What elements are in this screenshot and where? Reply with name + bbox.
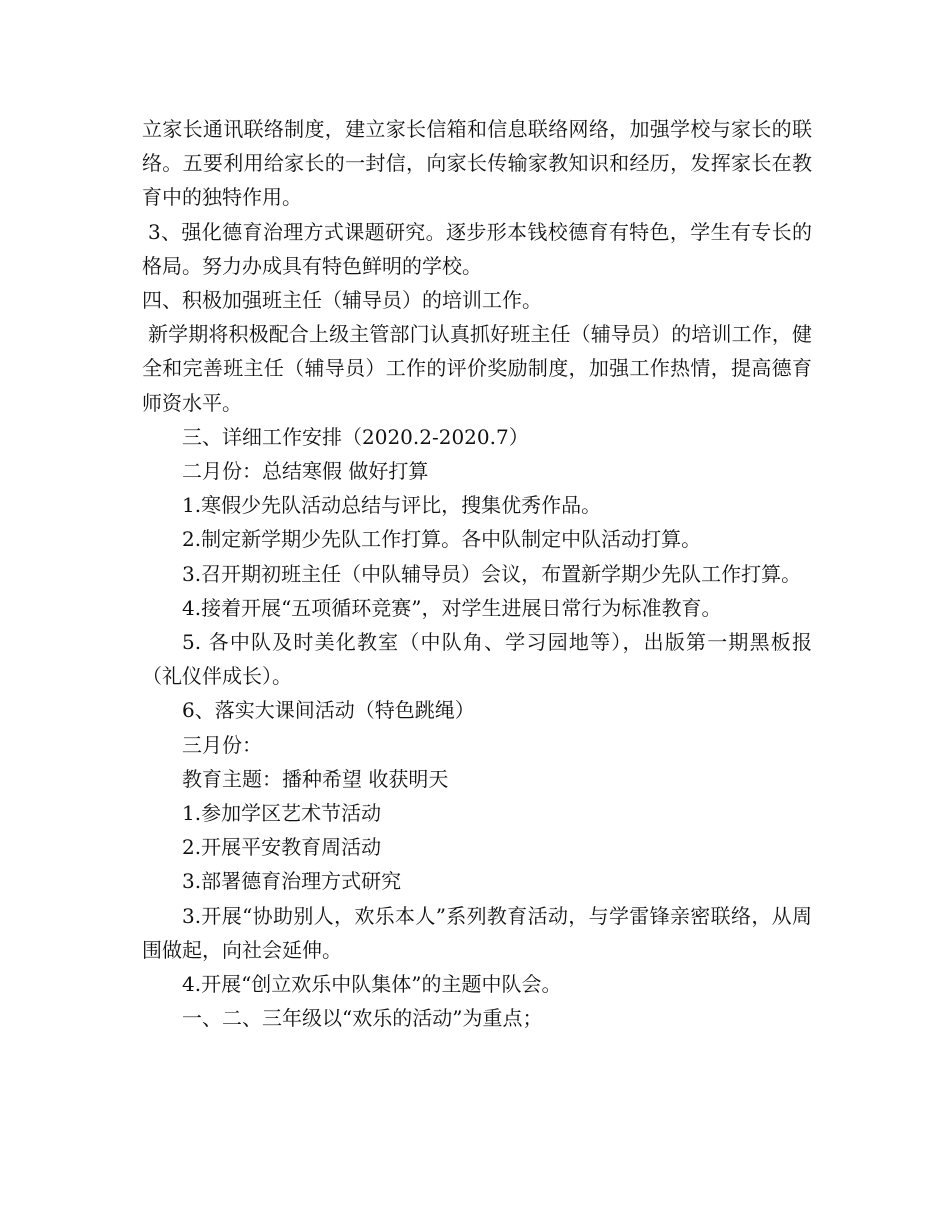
list-item-mar-3b: 3.开展“协助别人，欢乐本人”系列教育活动，与学雷锋亲密联络，从周围做起，向社会延伸。 <box>142 903 812 962</box>
list-item-mar-1: 1.参加学区艺术节活动 <box>182 801 382 826</box>
paragraph-teacher-training: 新学期将积极配合上级主管部门认真抓好班主任（辅导员）的培训工作，健全和完善班主任（辅导员）工作的评价奖励制度，加强工作热情，提高德育师资水平。 <box>142 322 812 415</box>
list-item-feb-3: 3.召开期初班主任（中队辅导员）会议，布置新学期少先队工作打算。 <box>182 561 802 586</box>
heading-february: 二月份：总结寒假 做好打算 <box>182 459 429 484</box>
list-item-mar-2: 2.开展平安教育周活动 <box>182 835 382 860</box>
paragraph-moral-research: 3、强化德育治理方式课题研究。逐步形本钱校德育有特色，学生有专长的格局。努力办成具有特色鲜明的学校。 <box>142 219 812 278</box>
heading-work-schedule: 三、详细工作安排（2020.2-2020.7） <box>182 424 529 449</box>
paragraph-parent-contact: 立家长通讯联络制度，建立家长信箱和信息联络网络，加强学校与家长的联络。五要利用给家长的一封信，向家长传输家教知识和经历，发挥家长在教育中的独特作用。 <box>142 117 812 210</box>
list-item-feb-6: 6、落实大课间活动（特色跳绳） <box>182 698 475 723</box>
march-theme: 教育主题：播种希望 收获明天 <box>182 766 449 791</box>
list-item-feb-5: 5. 各中队及时美化教室（中队角、学习园地等），出版第一期黑板报（礼仪伴成长）。 <box>142 630 812 689</box>
list-item-mar-4: 4.开展“创立欢乐中队集体”的主题中队会。 <box>182 972 562 997</box>
heading-march: 三月份： <box>182 732 262 757</box>
list-item-mar-3a: 3.部署德育治理方式研究 <box>182 869 402 894</box>
body-text <box>142 112 812 1035</box>
list-item-feb-4: 4.接着开展“五项循环竞赛”，对学生进展日常行为标准教育。 <box>182 595 722 620</box>
list-item-grades: 一、二、三年级以“欢乐的活动”为重点； <box>182 1006 543 1031</box>
list-item-feb-2: 2.制定新学期少先队工作打算。各中队制定中队活动打算。 <box>182 527 702 552</box>
heading-section-four: 四、积极加强班主任（辅导员）的培训工作。 <box>142 288 542 313</box>
list-item-feb-1: 1.寒假少先队活动总结与评比，搜集优秀作品。 <box>182 493 602 518</box>
